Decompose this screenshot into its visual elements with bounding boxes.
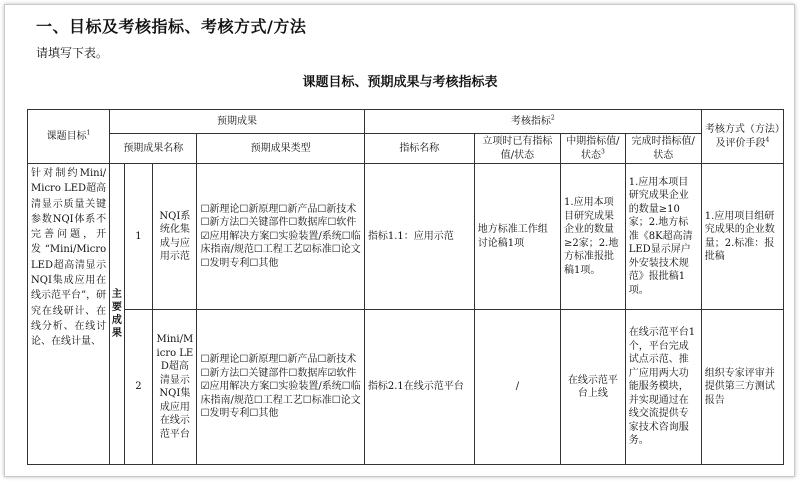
assessment-method: 1.应用项目组研究成果的企业数量；2.标准：报批稿	[701, 164, 783, 310]
midterm-value: 1.应用本项目研究成果企业的数量≥2家；2.地方标准报批稿1项。	[561, 164, 626, 310]
table-row	[28, 310, 784, 465]
row-number: 1	[124, 164, 153, 310]
header-result-type: 预期成果类型	[197, 134, 364, 164]
table-row	[28, 164, 784, 310]
midterm-value: 在线示范平台上线	[561, 310, 626, 465]
final-value: 在线示范平台1个，平台完成试点示范、推广应用两大功能服务模块，并实现通过在线交流提供专家技术咨询服务。	[625, 310, 701, 465]
indicator-name: 指标1.1：应用示范	[364, 164, 474, 310]
result-name: Mini/Micro LED超高清显示NQI集成应用在线示范平台	[153, 310, 197, 465]
result-type: ☐新理论☐新原理☐新产品☐新技术☐新方法☐关键部件☐数据库☑软件☑应用解决方案☐实验装置/系统☐临床指南/规范☐工程工艺☐标准☐论文☐发明专利☐其他	[197, 310, 364, 465]
goal-text: 针对制约Mini/Micro LED超高清显示质量关键参数NQI体系不完善问题，开发“Mini/Micro LED超高清显示NQI集成应用在线示范平台”，研究在线研计、在线分析、在线讨论、在线计量、	[28, 164, 110, 465]
main-results-label: 主要成果	[110, 164, 124, 465]
header-indicators: 考核指标$^2$	[364, 110, 701, 134]
assessment-method: 组织专家评审并提供第三方测试报告	[701, 310, 783, 465]
header-goal: 课题目标$^1$	[28, 110, 110, 164]
header-baseline: 立项时已有指标值/状态	[474, 134, 560, 164]
header-indicator-name: 指标名称	[364, 134, 474, 164]
indicator-name: 指标2.1在线示范平台	[364, 310, 474, 465]
result-name: NQI系统化集成与应用示范	[153, 164, 197, 310]
header-expected-results: 预期成果	[110, 110, 365, 134]
baseline-value: 地方标准工作组讨论稿1项	[474, 164, 560, 310]
header-assessment: 考核方式（方法）及评价手段$^4$	[701, 110, 783, 164]
goals-indicators-table	[27, 109, 784, 465]
header-midterm: 中期指标值/状态$^3$	[561, 134, 626, 164]
header-final: 完成时指标值/状态	[625, 134, 701, 164]
section-heading: 一、目标及考核指标、考核方式/方法	[36, 17, 307, 36]
baseline-value: /	[474, 310, 560, 465]
header-result-name: 预期成果名称	[110, 134, 197, 164]
result-type: ☐新理论☐新原理☐新产品☐新技术☐新方法☐关键部件☐数据库☐软件☑应用解决方案☐实验装置/系统☐临床指南/规范☐工程工艺☑标准☐论文☐发明专利☐其他	[197, 164, 364, 310]
instruction-text: 请填写下表。	[36, 46, 109, 60]
table-title: 课题目标、预期成果与考核指标表	[302, 75, 498, 90]
final-value: 1.应用本项目研究成果企业的数量≥10家；2.地方标准《8K超高清LED显示屏户外安装技术规范》报批稿1项。	[625, 164, 701, 310]
row-number: 2	[124, 310, 153, 465]
